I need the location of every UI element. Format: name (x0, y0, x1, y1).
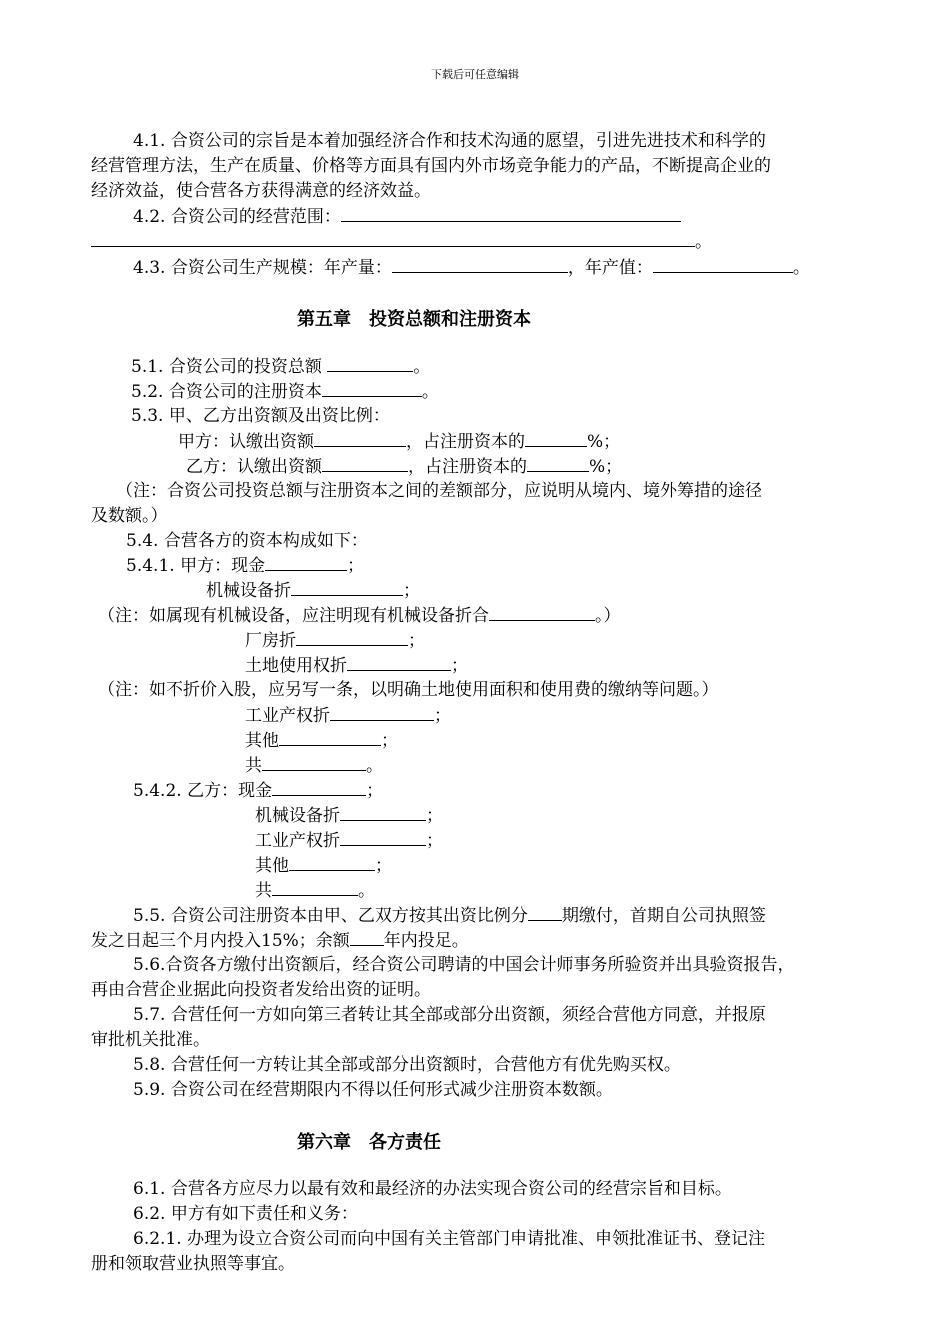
machinery-blank (291, 578, 403, 596)
para-4-1-line2: 经营管理方法，生产在质量、价格等方面具有国内外市场竞争能力的产品，不断提高企业的 (91, 156, 771, 176)
land-use-label: 土地使用权折 (245, 656, 347, 676)
party-a-factory (245, 628, 425, 653)
party-a-label: 甲方：认缴出资额 (178, 432, 314, 452)
party-a-ratio-blank (525, 429, 587, 447)
para-5-1-text: 5.1. 合资公司的投资总额 (131, 357, 328, 377)
para-4-1-line3: 经济效益，使合营各方获得满意的经济效益。 (91, 181, 431, 201)
party-b-amount-blank (322, 454, 408, 472)
para-6-2-1-line2: 册和领取营业执照等事宜。 (91, 1254, 295, 1274)
annual-value-blank (653, 255, 793, 273)
party-b-contribution (186, 454, 622, 479)
para-5-1 (131, 354, 430, 379)
para-5-5-line2 (91, 928, 469, 953)
total-blank (262, 753, 366, 771)
period: 。 (413, 357, 431, 377)
party-b-ratio-blank (527, 454, 589, 472)
other-label: 其他 (255, 856, 289, 876)
semicolon: ； (426, 806, 443, 826)
para-6-2-1-line1: 6.2.1. 办理为设立合资公司而向中国有关主管部门申请批准、申领批准证书、登记注 (133, 1229, 766, 1249)
party-b-cash-label: 5.4.2. 乙方：现金 (133, 781, 273, 801)
party-a-machinery (206, 578, 420, 603)
period: 。 (358, 881, 375, 901)
ip-label: 工业产权折 (245, 706, 330, 726)
party-b-ratio-label: ，占注册资本的 (408, 457, 527, 477)
semicolon: ； (366, 781, 384, 801)
semicolon: ； (381, 731, 398, 751)
para-5-6-line1: 5.6.合资各方缴付出资额后，经合资公司聘请的中国会计师事务所验资并出具验资报告， (133, 955, 795, 975)
percent-sign: %； (587, 432, 621, 452)
semicolon: ； (347, 556, 365, 576)
chapter-6-title: 第六章 各方责任 (297, 1132, 441, 1153)
para-4-2-text: 4.2. 合资公司的经营范围： (133, 207, 341, 227)
party-b-ip (255, 828, 443, 853)
chapter-5-title: 第五章 投资总额和注册资本 (297, 309, 531, 330)
party-b-total-blank (272, 878, 358, 896)
para-4-1-line1: 4.1. 合资公司的宗旨是本着加强经济合作和技术沟通的愿望，引进先进技术和科学的 (133, 131, 766, 151)
machinery-label: 机械设备折 (255, 806, 340, 826)
note-2-text: （注：如属现有机械设备，应注明现有机械设备折合 (98, 606, 489, 626)
party-a-amount-blank (314, 429, 406, 447)
machinery-label: 机械设备折 (206, 581, 291, 601)
para-5-5-text-cont: 期缴付，首期自公司执照签 (561, 906, 766, 926)
installments-blank (528, 903, 562, 921)
percent-sign: %； (589, 457, 623, 477)
semicolon: ； (408, 631, 425, 651)
registered-capital-blank (322, 379, 422, 397)
annual-value-label: ，年产值： (567, 258, 653, 278)
para-6-2: 6.2. 甲方有如下责任和义务： (133, 1204, 358, 1224)
para-5-4-2 (133, 778, 383, 803)
ip-label: 工业产权折 (255, 831, 340, 851)
para-5-4: 5.4. 合营各方的资本构成如下： (126, 531, 368, 551)
semicolon: ； (375, 856, 392, 876)
party-a-cash-label: 5.4.1. 甲方：现金 (126, 556, 266, 576)
para-5-7-line1: 5.7. 合营任何一方如向第三者转让其全部或部分出资额，须经合营他方同意，并报原 (133, 1005, 766, 1025)
annual-output-blank (392, 255, 568, 273)
party-a-other (245, 728, 398, 753)
party-b-total (255, 878, 375, 903)
other-label: 其他 (245, 731, 279, 751)
para-4-3 (133, 255, 810, 280)
page-header-note: 下载后可任意编辑 (431, 68, 519, 81)
party-b-label: 乙方：认缴出资额 (186, 457, 322, 477)
party-a-total (245, 753, 383, 778)
note-2-end: 。） (595, 606, 621, 626)
party-b-ip-blank (340, 828, 426, 846)
party-a-cash-blank (265, 553, 347, 571)
para-4-2-continued (91, 229, 712, 254)
para-5-5-text-3: 年内投足。 (383, 931, 469, 951)
para-5-7-line2: 审批机关批准。 (91, 1030, 210, 1050)
note-2 (98, 603, 621, 628)
total-label: 共 (245, 756, 262, 776)
para-5-8: 5.8. 合营任何一方转让其全部或部分出资额时，合营他方有优先购买权。 (133, 1055, 681, 1075)
land-use-blank (347, 653, 451, 671)
note-1-line1: （注：合资公司投资总额与注册资本之间的差额部分，应说明从境内、境外筹措的途径 (116, 481, 762, 501)
period: 。 (366, 756, 383, 776)
para-5-3: 5.3. 甲、乙方出资额及出资比例： (131, 406, 390, 426)
existing-machinery-blank (489, 603, 595, 621)
party-a-ratio-label: ，占注册资本的 (406, 432, 525, 452)
total-label: 共 (255, 881, 272, 901)
party-a-contribution (178, 429, 620, 454)
party-b-cash-blank (272, 778, 366, 796)
para-4-2 (133, 204, 681, 229)
party-b-other-blank (289, 853, 375, 871)
party-b-other (255, 853, 392, 878)
period: 。 (421, 382, 439, 402)
para-5-2 (131, 379, 439, 404)
para-5-4-1 (126, 553, 364, 578)
semicolon: ； (403, 581, 420, 601)
period: 。 (792, 258, 810, 278)
para-5-2-text: 5.2. 合资公司的注册资本 (131, 382, 322, 402)
factory-blank (296, 628, 408, 646)
para-4-3-text: 4.3. 合资公司生产规模：年产量： (133, 258, 392, 278)
para-5-9: 5.9. 合资公司在经营期限内不得以任何形式减少注册资本数额。 (133, 1080, 613, 1100)
business-scope-blank (341, 204, 681, 222)
party-b-machinery (255, 803, 443, 828)
para-5-5-text: 5.5. 合资公司注册资本由甲、乙双方按其出资比例分 (133, 906, 528, 926)
para-6-1: 6.1. 合营各方应尽力以最有效和最经济的办法实现合资公司的经营宗旨和目标。 (133, 1179, 732, 1199)
other-blank (279, 728, 381, 746)
para-5-6-line2: 再由合营企业据此向投资者发给出资的证明。 (91, 980, 431, 1000)
factory-label: 厂房折 (245, 631, 296, 651)
para-5-5-text-2: 发之日起三个月内投入15%；余额 (91, 931, 350, 951)
party-a-ip (245, 703, 451, 728)
ip-blank (330, 703, 434, 721)
semicolon: ； (434, 706, 451, 726)
para-5-5-line1 (133, 903, 766, 928)
remaining-years-blank (350, 928, 384, 946)
note-1-line2: 及数额。） (91, 506, 168, 526)
business-scope-blank-2 (91, 229, 695, 247)
party-b-machinery-blank (340, 803, 426, 821)
note-3: （注：如不折价入股，应另写一条，以明确土地使用面积和使用费的缴纳等问题。） (98, 680, 719, 700)
total-investment-blank (327, 354, 413, 372)
period: 。 (695, 232, 712, 252)
party-a-land (245, 653, 468, 678)
semicolon: ； (426, 831, 443, 851)
semicolon: ； (451, 656, 468, 676)
